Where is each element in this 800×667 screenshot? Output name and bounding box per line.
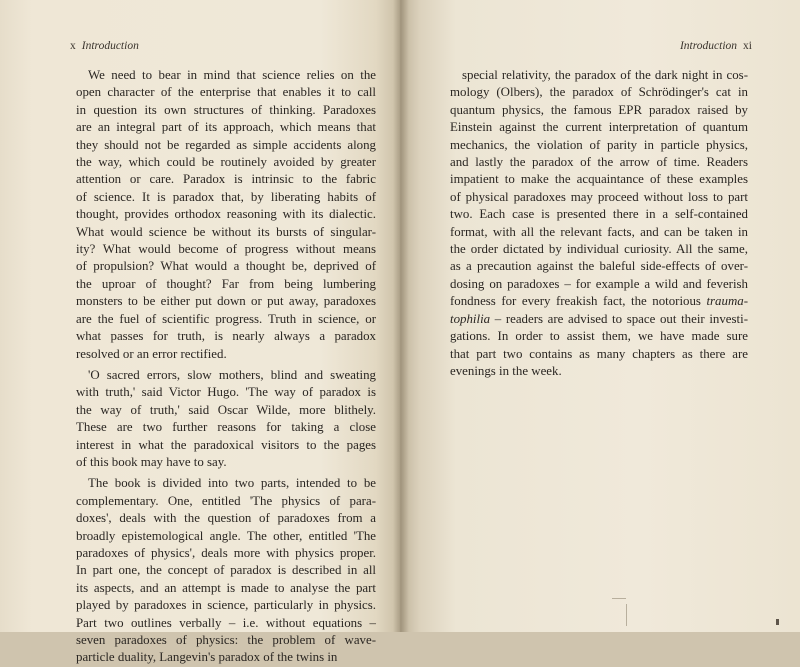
text-line: paradoxes of physics', deals more with physics proper. [76, 545, 376, 560]
text-line: gations. In order to assist them, we have made sure [450, 329, 748, 344]
text-line: The book is divided into two parts, intended to be [88, 476, 376, 491]
text-line: the order dictated by individual curiosity. All the same, [450, 242, 748, 257]
left-running-head-title: Introduction [81, 40, 139, 52]
paragraph [76, 367, 376, 471]
text-line: of physical paradoxes may proceed without loss to part [450, 189, 748, 204]
text-line: attention or care. Paradox is intrinsic to the fabric [76, 172, 376, 187]
text-line: monsters to be either put down or put away, paradoxes [76, 294, 376, 309]
text-line: of science. It is paradox that, by liberating habits of [76, 189, 376, 204]
text-line: resolved or an error rectified. [76, 346, 227, 361]
text-line: fondness for every freakish fact, the notorious trauma- [450, 294, 748, 309]
paragraph [450, 67, 748, 380]
text-line: particle duality, Langevin's paradox of the twins in [76, 650, 338, 665]
left-page-number: x [70, 40, 76, 52]
text-line: what passes for truth, is nearly always a paradox [76, 329, 376, 344]
text-line: with truth,' said Victor Hugo. 'The way of paradox is [76, 385, 376, 400]
text-line: that part two contains as many chapters as there are [450, 346, 748, 361]
text-line: as a precaution against the baleful side-effects of over- [450, 259, 748, 274]
text-line: of this book may have to say. [76, 454, 227, 469]
right-running-head [680, 40, 752, 52]
text-line: quantum physics, the famous EPR paradox raised by [450, 102, 748, 117]
left-page-body [76, 67, 376, 667]
text-line: These are two further reasons for taking a close [76, 420, 376, 435]
left-page [0, 0, 400, 665]
text-line: the way, which could be routinely avoided by greater [76, 155, 376, 170]
left-running-head [70, 40, 139, 52]
text-line: played by paradoxes in science, particularly in physics. [76, 598, 376, 613]
text-line: are an integral part of its approach, which means that [76, 120, 376, 135]
text-line: the way of truth,' said Oscar Wilde, more blithely. [76, 402, 376, 417]
paper-speck [776, 619, 779, 625]
right-running-head-title: Introduction [679, 40, 738, 52]
text-line: in question its own structures of thinking. Paradoxes [76, 102, 376, 117]
text-line: of propulsion? What would a thought be, deprived of [76, 259, 376, 274]
text-line: and lastly the paradox of the arrow of time. Readers [450, 155, 748, 170]
text-line: the uproar of thought? Far from being lumbering [76, 276, 376, 291]
text-line: dosing on paradoxes – for example a wild and feverish [450, 276, 748, 291]
text-line: We need to bear in mind that science relies on the [88, 68, 376, 82]
text-line: special relativity, the paradox of the dark night in cos- [462, 68, 748, 82]
text-line: evenings in the week. [450, 363, 562, 378]
text-line: open character of the enterprise that enables it to call [76, 85, 376, 100]
text-line: mology (Olbers), the paradox of Schrödinger's cat in [450, 85, 748, 100]
text-line: complementary. One, entitled 'The physics of para- [76, 493, 376, 508]
text-line: tophilia – readers are advised to space out their investi- [450, 311, 748, 326]
text-line: What would science be without its bursts of singular- [76, 224, 376, 239]
text-line: interest in what the paradoxical visitors to the pages [76, 437, 376, 452]
text-line: format, with all the relevant facts, and can be taken in [450, 224, 748, 239]
paragraph [76, 67, 376, 363]
paragraph [76, 475, 376, 666]
right-page-number: xi [743, 40, 752, 52]
text-line: impatient to make the acquaintance of these examples [450, 172, 748, 187]
text-line: ity? What would become of progress without means [76, 242, 376, 257]
text-line: broadly epistemological angle. The other, entitled 'The [76, 528, 376, 543]
book-gutter-shadow [393, 0, 409, 632]
text-line: they should not be regarded as simple accidents along [76, 137, 376, 152]
text-line: two. Each case is presented there in a self-contained [450, 207, 748, 222]
text-line: Part two outlines verbally – i.e. without equations – [76, 615, 376, 630]
text-line: thought, provides orthodox reasoning with its dialectic. [76, 207, 376, 222]
text-line: 'O sacred errors, slow mothers, blind and sweating [88, 367, 376, 382]
right-page-body [450, 67, 748, 380]
paper-speck [612, 598, 626, 599]
text-line: its aspects, and an attempt is made to analyse the part [76, 580, 376, 595]
text-line: In part one, the concept of paradox is described in all [76, 563, 376, 578]
text-line: are the fuel of scientific progress. Truth in science, or [76, 311, 376, 326]
text-line: mechanics, the violation of parity in particle physics, [450, 137, 748, 152]
text-line: Einstein against the current interpretation of quantum [450, 120, 748, 135]
paper-speck [626, 604, 627, 626]
text-line: doxes', deals with the question of paradoxes from a [76, 511, 376, 526]
text-line: seven paradoxes of physics: the problem of wave- [76, 633, 376, 647]
